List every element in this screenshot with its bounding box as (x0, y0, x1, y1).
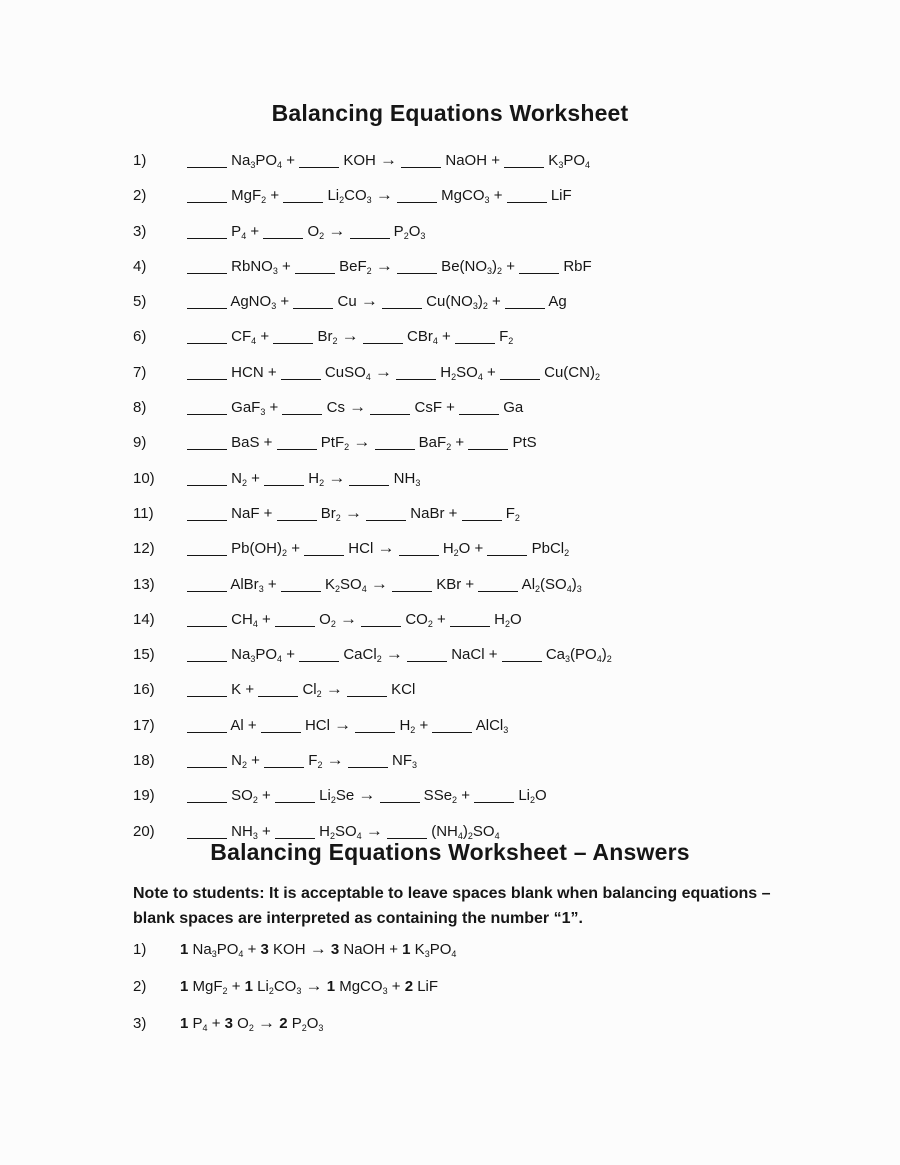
problem-row (133, 742, 612, 777)
subscript: 2 (446, 442, 452, 453)
subscript: 2 (317, 760, 323, 771)
blank-line (187, 226, 227, 239)
subscript: 2 (451, 371, 457, 382)
subscript: 3 (420, 230, 426, 241)
blank-line (281, 367, 321, 380)
problem-number: 15) (133, 646, 155, 664)
subscript: 2 (366, 265, 372, 276)
equation: $Pb(OH)_2$ + HCl → $H_2O$ + PbCl$_2$ (187, 540, 569, 557)
equation: $SO_2 + Li_2Se \to SSe_2 + Li_2O$ (187, 787, 547, 804)
blank-line (187, 155, 227, 168)
blank-line (507, 190, 547, 203)
subscript: 4 (202, 1023, 208, 1033)
blank-line (349, 473, 389, 486)
arrow-icon: → (328, 467, 346, 487)
subscript: 2 (497, 265, 503, 276)
subscript: 3 (318, 1023, 324, 1033)
blank-line (459, 402, 499, 415)
problem-row (133, 460, 612, 495)
arrow-icon: → (377, 538, 395, 558)
subscript: 4 (585, 160, 591, 170)
subscript: 4 (277, 654, 283, 665)
equation: GaF$_3$ + Cs → CsF + Ga (187, 399, 523, 416)
arrow-icon: → (353, 432, 371, 452)
subscript: 3 (252, 830, 258, 841)
blank-line (401, 155, 441, 168)
arrow-icon: → (380, 150, 398, 169)
subscript: 4 (451, 949, 457, 959)
equation: $P_4 + O_2 \to P_2O_3$ (187, 223, 425, 240)
blank-line (187, 649, 227, 662)
equation: 1 $P_4 + 3$ $O_2 \to 2$ $P_2O_3$ (180, 1013, 324, 1033)
arrow-icon: → (349, 397, 367, 417)
subscript: 4 (457, 830, 463, 841)
coefficient: 1 (244, 978, 253, 995)
blank-line (187, 684, 227, 697)
problem-row (133, 601, 612, 636)
equation: Al + HCl → $H_2$ + AlCl$_3$ (187, 717, 508, 734)
arrow-icon: → (375, 185, 393, 205)
arrow-icon: → (365, 820, 383, 840)
blank-line (504, 155, 544, 168)
subscript: 2 (252, 795, 258, 806)
equation: $MgF_2 + Li_2CO_3$ → MgCO$_3$ + LiF (187, 187, 572, 204)
blank-line (187, 508, 227, 521)
subscript: 2 (316, 689, 322, 700)
arrow-icon: → (344, 502, 362, 522)
arrow-icon: → (326, 750, 344, 770)
blank-line (187, 402, 227, 415)
arrow-icon: → (341, 326, 359, 346)
coefficient: 1 (402, 941, 411, 958)
blank-line (396, 367, 436, 380)
subscript: 3 (415, 477, 421, 488)
subscript: 2 (482, 301, 488, 312)
blank-line (502, 649, 542, 662)
coefficient: 1 (180, 941, 189, 958)
arrow-icon: → (305, 976, 323, 995)
blank-line (392, 579, 432, 592)
arrow-icon: → (375, 255, 393, 275)
subscript: 2 (504, 618, 510, 629)
blank-line (187, 826, 227, 839)
blank-line (361, 614, 401, 627)
subscript: 2 (222, 986, 228, 996)
subscript: 3 (250, 654, 256, 665)
subscript: 4 (361, 583, 367, 594)
blank-line (275, 826, 315, 839)
arrow-icon: → (309, 939, 327, 958)
coefficient: 2 (404, 978, 414, 995)
blank-line (187, 790, 227, 803)
blank-line (370, 402, 410, 415)
problem-number: 14) (133, 610, 155, 628)
blank-line (399, 543, 439, 556)
subscript: 2 (268, 986, 274, 996)
subscript: 2 (453, 548, 459, 559)
subscript: 2 (329, 830, 335, 841)
subscript: 2 (452, 795, 458, 806)
subscript: 2 (339, 195, 345, 206)
blank-line (187, 614, 227, 627)
blank-line (295, 261, 335, 274)
subscript: 3 (258, 583, 264, 594)
equation: AlBr$_3$ + $K_2SO_4$ → KBr + $Al_2(SO_4)_3$ (187, 576, 582, 593)
equation: 1 MgF$_2$ + 1 $Li_2CO_3 \to 1$ MgCO$_3$ + 2 LiF (180, 976, 439, 996)
subscript: 2 (335, 512, 341, 523)
blank-line (348, 755, 388, 768)
subscript: 2 (508, 336, 514, 347)
blank-line (304, 543, 344, 556)
equation: $N_2 + H_2 \to NH_3$ (187, 470, 420, 487)
problem-row (133, 283, 612, 318)
answer-row (133, 1004, 456, 1041)
subscript: 2 (376, 654, 382, 665)
coefficient: 3 (330, 941, 340, 958)
blank-line (282, 402, 322, 415)
blank-line (187, 190, 227, 203)
subscript: 3 (250, 160, 256, 170)
subscript: 3 (487, 265, 493, 276)
problem-number: 16) (133, 681, 155, 699)
subscript: 2 (319, 477, 325, 488)
problem-number: 1) (133, 941, 147, 958)
blank-line (387, 826, 427, 839)
coefficient: 1 (180, 1015, 189, 1032)
subscript: 3 (503, 724, 509, 735)
problem-row (133, 566, 612, 601)
blank-line (275, 614, 315, 627)
subscript: 4 (238, 949, 244, 959)
problem-number: 5) (133, 293, 147, 311)
blank-line (397, 190, 437, 203)
equation: $N_2 + F_2 \to NF_3$ (187, 752, 417, 769)
blank-line (500, 367, 540, 380)
answer-row (133, 930, 456, 967)
problem-number: 9) (133, 434, 147, 452)
subscript: 2 (242, 760, 248, 771)
problem-row (133, 213, 612, 248)
subscript: 2 (242, 477, 248, 488)
blank-line (450, 614, 490, 627)
subscript: 2 (330, 618, 336, 629)
arrow-icon: → (328, 220, 346, 240)
problem-number: 3) (133, 222, 147, 240)
blank-line (277, 508, 317, 521)
equation: 1 $Na_3PO_4 + 3$ KOH → 3 NaOH + 1 $K_3PO_4$ (180, 939, 457, 959)
subscript: 3 (271, 301, 277, 312)
blank-line (187, 543, 227, 556)
blank-line (187, 755, 227, 768)
subscript: 3 (382, 986, 388, 996)
blank-line (363, 331, 403, 344)
problem-row (133, 424, 612, 459)
subscript: 4 (252, 618, 258, 629)
subscript: 3 (472, 301, 478, 312)
subscript: 4 (477, 371, 483, 382)
blank-line (273, 331, 313, 344)
page-title: Balancing Equations Worksheet (271, 100, 629, 126)
equation: $K + Cl_2$ → KCl (187, 681, 415, 698)
blank-line (505, 296, 545, 309)
subscript: 2 (344, 442, 350, 453)
blank-line (277, 437, 317, 450)
problem-row (133, 707, 612, 742)
answer-row (133, 967, 456, 1004)
coefficient: 1 (180, 978, 189, 995)
equation: AgNO$_3$ + $Cu \to Cu(NO_3)_2 + Ag$ (187, 293, 567, 310)
blank-line (261, 720, 301, 733)
problem-number: 11) (133, 504, 154, 522)
problem-number: 2) (133, 978, 147, 995)
blank-line (350, 226, 390, 239)
subscript: 2 (330, 795, 336, 806)
equation: BaS + PtF$_2$ → BaF$_2$ + PtS (187, 434, 537, 451)
problem-number: 7) (133, 363, 147, 381)
problem-row (133, 142, 612, 177)
blank-line (187, 261, 227, 274)
subscript: 3 (211, 949, 217, 959)
problem-row (133, 671, 612, 706)
subscript: 3 (558, 160, 564, 170)
blank-line (264, 755, 304, 768)
blank-line (187, 579, 227, 592)
subscript: 2 (530, 795, 536, 806)
problems-list (133, 142, 612, 848)
arrow-icon: → (340, 608, 357, 628)
coefficient: 3 (224, 1015, 233, 1032)
subscript: 2 (332, 336, 338, 347)
blank-line (382, 296, 422, 309)
problem-number: 12) (133, 540, 155, 558)
problem-row (133, 177, 612, 212)
problem-number: 18) (133, 752, 155, 770)
subscript: 4 (241, 230, 247, 241)
equation: $CH_4 + O_2 \to CO_2 + H_2O$ (187, 611, 522, 628)
blank-line (187, 367, 227, 380)
subscript: 2 (301, 1023, 307, 1033)
blank-line (283, 190, 323, 203)
problem-number: 2) (133, 187, 147, 205)
subscript: 4 (596, 654, 602, 665)
blank-line (258, 684, 298, 697)
coefficient: 1 (326, 978, 336, 995)
arrow-icon: → (334, 714, 352, 734)
blank-line (432, 720, 472, 733)
blank-line (187, 720, 227, 733)
subscript: 4 (251, 336, 257, 347)
blank-line (187, 296, 227, 309)
problem-number: 1) (133, 152, 147, 169)
subscript: 2 (248, 1023, 254, 1033)
subscript: 3 (260, 407, 266, 418)
problem-number: 17) (133, 716, 155, 734)
problem-row (133, 318, 612, 353)
blank-line (281, 579, 321, 592)
arrow-icon: → (358, 785, 376, 805)
subscript: 3 (565, 654, 571, 665)
arrow-icon: → (374, 361, 392, 381)
subscript: 4 (566, 583, 572, 594)
problem-number: 10) (133, 469, 155, 487)
blank-line (187, 331, 227, 344)
problem-row (133, 248, 612, 283)
blank-line (347, 684, 387, 697)
equation: NaF + $Br_2$ → NaBr + $F_2$ (187, 505, 520, 522)
problem-number: 19) (133, 787, 155, 805)
note-to-students: Note to students: It is acceptable to leave spaces blank when balancing equations – blank spaces are interpreted as containing the number “1”. (133, 885, 771, 927)
subscript: 2 (410, 724, 416, 735)
problem-row (133, 354, 612, 389)
blank-line (380, 790, 420, 803)
blank-line (299, 155, 339, 168)
equation: HCN + CuSO$_4$ → $H_2SO_4 + Cu(CN)_2$ (187, 364, 600, 381)
blank-line (474, 790, 514, 803)
arrow-icon: → (385, 644, 403, 664)
blank-line (468, 437, 508, 450)
subscript: 3 (576, 583, 582, 594)
subscript: 4 (365, 371, 371, 382)
subscript: 4 (494, 830, 500, 841)
blank-line (375, 437, 415, 450)
problem-number: 3) (133, 1015, 147, 1032)
answers-list (133, 930, 456, 1041)
blank-line (462, 508, 502, 521)
subscript: 4 (432, 336, 438, 347)
blank-line (407, 649, 447, 662)
equation: $CF_4 + Br_2 \to CBr_4 + F_2$ (187, 328, 513, 345)
coefficient: 2 (279, 1015, 288, 1032)
subscript: 4 (356, 830, 362, 841)
answers-section-title: Balancing Equations Worksheet – Answers (210, 839, 690, 865)
blank-line (455, 331, 495, 344)
blank-line (478, 579, 518, 592)
problem-row (133, 495, 612, 530)
blank-line (397, 261, 437, 274)
subscript: 3 (272, 265, 278, 276)
problem-number: 13) (133, 575, 155, 593)
arrow-icon: → (258, 1013, 276, 1032)
problem-number: 20) (133, 822, 155, 840)
subscript: 2 (594, 371, 600, 382)
subscript: 4 (277, 160, 283, 170)
subscript: 2 (535, 583, 541, 594)
blank-line (187, 437, 227, 450)
problem-row (133, 777, 612, 812)
subscript: 2 (403, 230, 409, 241)
equation: $Na_3PO_4$ + CaCl$_2$ → NaCl + $Ca_3(PO_4)_2$ (187, 646, 612, 663)
subscript: 2 (282, 548, 288, 559)
subscript: 2 (427, 618, 433, 629)
subscript: 3 (366, 195, 372, 206)
problem-number: 6) (133, 328, 147, 346)
blank-line (487, 543, 527, 556)
blank-line (293, 296, 333, 309)
subscript: 3 (424, 949, 430, 959)
subscript: 2 (606, 654, 612, 665)
subscript: 2 (514, 512, 520, 523)
arrow-icon: → (325, 679, 343, 699)
problem-row (133, 636, 612, 671)
problem-number: 8) (133, 399, 147, 417)
blank-line (519, 261, 559, 274)
coefficient: 3 (260, 941, 269, 958)
blank-line (263, 226, 303, 239)
arrow-icon: → (370, 573, 388, 593)
subscript: 2 (261, 195, 267, 206)
equation: $Na_3PO_4$ + KOH → NaOH + $K_3PO_4$ (187, 152, 590, 169)
problem-number: 4) (133, 257, 147, 275)
blank-line (355, 720, 395, 733)
subscript: 2 (319, 230, 325, 241)
subscript: 3 (484, 195, 490, 206)
subscript: 2 (335, 583, 341, 594)
equation: RbNO$_3$ + $BeF_2 \to Be(NO_3)_2$ + RbF (187, 258, 592, 275)
subscript: 3 (296, 986, 302, 996)
equation: $NH_3 + H_2SO_4 \to (NH_4)_2SO_4$ (187, 823, 500, 840)
subscript: 2 (564, 548, 570, 559)
subscript: 2 (467, 830, 473, 841)
problem-row (133, 530, 612, 565)
blank-line (299, 649, 339, 662)
problem-row (133, 389, 612, 424)
blank-line (275, 790, 315, 803)
blank-line (366, 508, 406, 521)
arrow-icon: → (360, 291, 378, 311)
subscript: 3 (412, 760, 418, 771)
blank-line (187, 473, 227, 486)
blank-line (264, 473, 304, 486)
